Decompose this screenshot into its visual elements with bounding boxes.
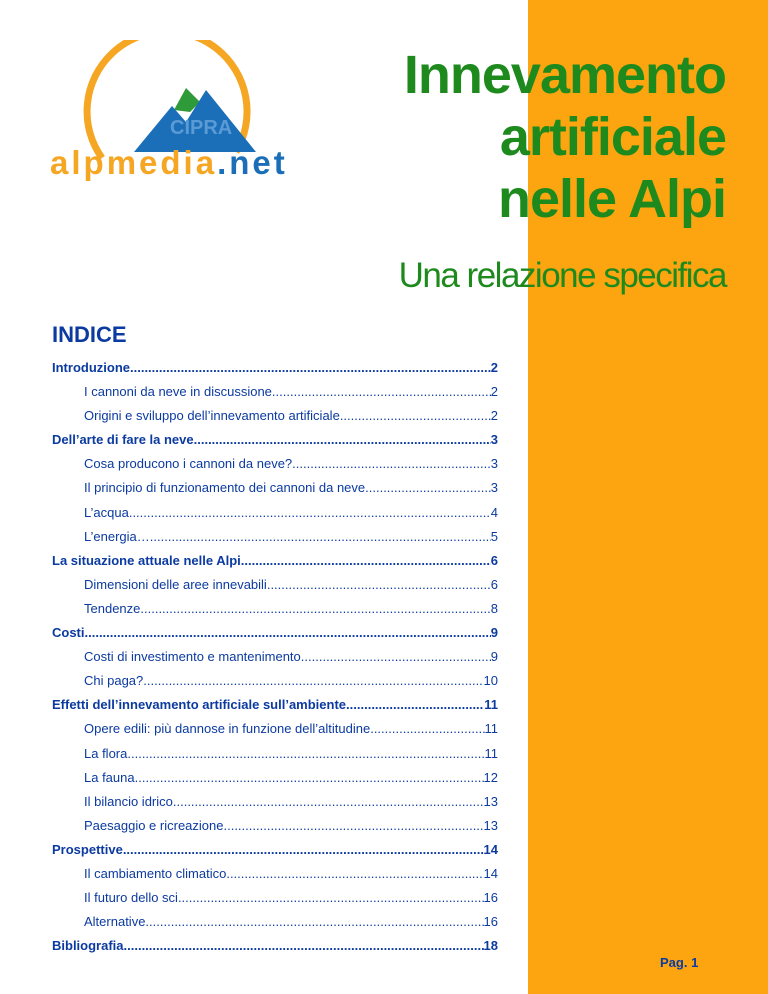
toc-entry-title: La situazione attuale nelle Alpi: [52, 552, 241, 568]
toc-entry-page: 6: [490, 576, 498, 592]
title-line: nelle Alpi: [497, 169, 726, 229]
toc-dot-leader: [178, 890, 484, 905]
toc-entry-title: Costi: [52, 625, 85, 641]
toc-subsection-link[interactable]: [52, 818, 498, 842]
page-number: Pag. 1: [660, 955, 699, 970]
toc-entry-title: Origini e sviluppo dell’innevamento artificiale: [84, 408, 340, 424]
toc-dot-leader: [145, 914, 483, 929]
toc-entry-page: 13: [483, 817, 498, 833]
toc-dot-leader: [85, 625, 491, 640]
toc-subsection-link[interactable]: [52, 673, 498, 697]
toc-entry-title: L’energia…: [84, 528, 150, 544]
toc-entry-page: 9: [490, 649, 498, 665]
cipra-logo-text: CIPRA: [170, 117, 233, 139]
toc-subsection-link[interactable]: [52, 794, 498, 818]
toc-subsection-link[interactable]: [52, 384, 498, 408]
toc-entry-page: 12: [483, 769, 498, 785]
toc-entry-page: 2: [490, 360, 498, 375]
toc-entry-title: Alternative: [84, 914, 146, 930]
toc-dot-leader: [135, 770, 484, 785]
toc-entry-page: 2: [490, 384, 498, 400]
toc-section-link[interactable]: [52, 553, 498, 577]
toc-entry-page: 10: [483, 673, 498, 689]
toc-entry-title: Paesaggio e ricreazione: [84, 817, 224, 833]
toc-entry-page: 4: [490, 504, 498, 520]
toc-subsection-link[interactable]: [52, 770, 498, 794]
toc-dot-leader: [143, 673, 483, 688]
toc-section-link[interactable]: [52, 938, 498, 962]
toc-dot-leader: [130, 360, 491, 375]
toc-subsection-link[interactable]: [52, 408, 498, 432]
toc-entry-title: Prospettive: [52, 841, 123, 857]
toc-section-link[interactable]: [52, 842, 498, 866]
toc-section-link[interactable]: [52, 432, 498, 456]
toc-subsection-link[interactable]: [52, 529, 498, 553]
toc-dot-leader: [123, 842, 484, 857]
toc-subsection-link[interactable]: [52, 746, 498, 770]
toc-section-link[interactable]: [52, 360, 498, 384]
toc-entry-page: 2: [490, 408, 498, 424]
toc-subsection-link[interactable]: [52, 505, 498, 529]
toc-dot-leader: [340, 408, 491, 423]
toc-heading: INDICE: [52, 322, 127, 347]
alpmedia-logo: [50, 40, 350, 190]
title-line: artificiale: [499, 107, 726, 167]
document-subtitle: Una relazione specifica: [398, 256, 726, 295]
toc-subsection-link[interactable]: [52, 480, 498, 504]
toc-entry-page: 14: [483, 865, 498, 881]
toc-subsection-link[interactable]: [52, 866, 498, 890]
toc-dot-leader: [173, 794, 484, 809]
toc-entry-page: 3: [490, 432, 498, 448]
toc-dot-leader: [267, 577, 491, 592]
toc-entry-title: L’acqua: [84, 504, 129, 520]
toc-subsection-link[interactable]: [52, 601, 498, 625]
toc-subsection-link[interactable]: [52, 456, 498, 480]
toc-subsection-link[interactable]: [52, 914, 498, 938]
toc-entry-title: Il principio di funzionamento dei cannoni da neve: [84, 480, 366, 496]
toc-entry-title: Chi paga?: [84, 673, 144, 689]
toc-entry-title: Introduzione: [52, 360, 130, 375]
toc-entry-page: 11: [484, 697, 498, 713]
toc-entry-title: Tendenze: [84, 600, 141, 616]
toc-dot-leader: [194, 432, 491, 447]
toc-dot-leader: [150, 529, 491, 544]
toc-entry-title: Effetti dell’innevamento artificiale sull’ambiente: [52, 697, 347, 713]
toc-dot-leader: [140, 601, 490, 616]
table-of-contents: [52, 360, 498, 962]
toc-dot-leader: [370, 721, 484, 736]
toc-dot-leader: [241, 553, 491, 568]
toc-entry-page: 3: [490, 456, 498, 472]
toc-entry-page: 16: [483, 914, 498, 930]
toc-entry-page: 5: [490, 528, 498, 544]
toc-entry-title: Cosa producono i cannoni da neve?: [84, 456, 293, 472]
toc-entry-title: Bibliografia: [52, 938, 124, 954]
toc-dot-leader: [124, 938, 484, 953]
toc-entry-page: 13: [483, 793, 498, 809]
toc-entry-title: Il cambiamento climatico: [84, 865, 227, 881]
toc-dot-leader: [223, 818, 483, 833]
toc-subsection-link[interactable]: [52, 577, 498, 601]
logo-graphic: [50, 40, 350, 190]
toc-entry-title: La flora: [84, 745, 128, 761]
toc-subsection-link[interactable]: [52, 721, 498, 745]
toc-entry-page: 9: [490, 625, 498, 641]
toc-entry-title: Opere edili: più dannose in funzione dell’altitudine: [84, 721, 371, 737]
toc-entry-title: I cannoni da neve in discussione: [84, 384, 272, 400]
toc-entry-page: 3: [490, 480, 498, 496]
toc-entry-title: Il bilancio idrico: [84, 793, 173, 809]
toc-entry-page: 6: [490, 552, 498, 568]
toc-section-link[interactable]: [52, 625, 498, 649]
title-line: Innevamento: [403, 45, 726, 105]
toc-entry-page: 11: [484, 721, 498, 737]
toc-section-link[interactable]: [52, 697, 498, 721]
toc-dot-leader: [127, 746, 484, 761]
toc-subsection-link[interactable]: [52, 890, 498, 914]
toc-entry-page: 11: [484, 745, 498, 761]
document-title: [404, 44, 726, 230]
toc-entry-page: 8: [490, 600, 498, 616]
toc-dot-leader: [365, 480, 491, 495]
toc-dot-leader: [272, 384, 491, 399]
toc-entry-title: Il futuro dello sci: [84, 890, 178, 906]
toc-entry-title: La fauna: [84, 769, 135, 785]
toc-entry-title: Dell’arte di fare la neve: [52, 432, 194, 448]
toc-dot-leader: [346, 697, 484, 712]
toc-entry-page: 16: [483, 890, 498, 906]
toc-entry-title: Costi di investimento e mantenimento: [84, 649, 301, 665]
toc-dot-leader: [129, 505, 491, 520]
toc-dot-leader: [226, 866, 483, 881]
toc-entry-page: 14: [483, 841, 498, 857]
alpmedia-wordmark: alpmedia.net: [50, 144, 288, 181]
toc-entry-title: Dimensioni delle aree innevabili: [84, 576, 267, 592]
toc-entry-page: 18: [483, 938, 498, 954]
toc-dot-leader: [301, 649, 491, 664]
toc-dot-leader: [292, 456, 491, 471]
toc-subsection-link[interactable]: [52, 649, 498, 673]
